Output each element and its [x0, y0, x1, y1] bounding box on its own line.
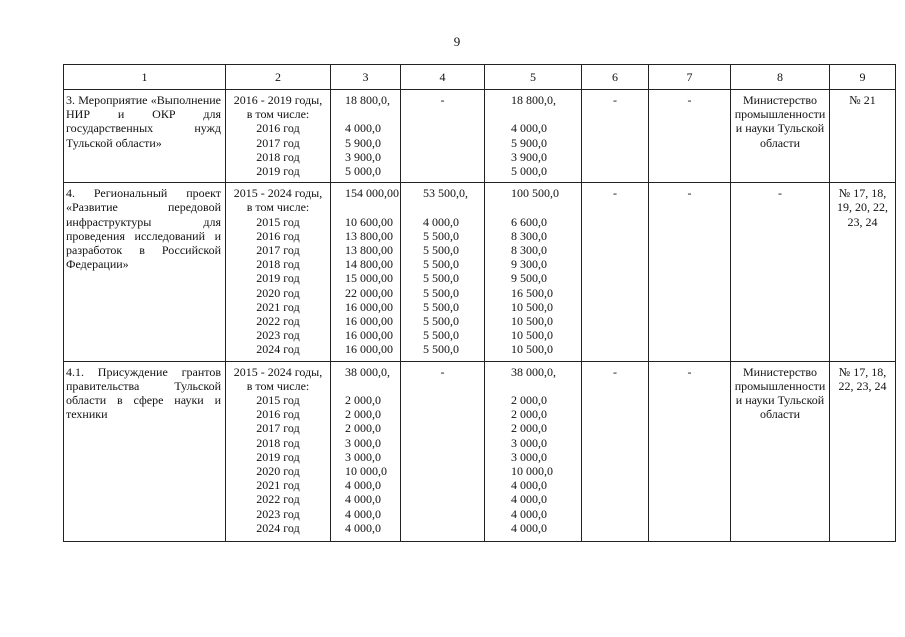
period-line: 2020 год [256, 285, 300, 300]
column-header: 4 [401, 65, 485, 90]
period-line: 2017 год [256, 421, 300, 436]
period-line: 2018 год [256, 257, 300, 272]
period-line: 2018 год [256, 435, 300, 450]
value-line: 4 000,0 [345, 478, 381, 493]
value-line: 5 500,0 [423, 243, 459, 258]
value-line: 16 000,00 [345, 342, 393, 357]
value-line: 10 500,0 [511, 328, 553, 343]
value-line: 5 500,0 [423, 257, 459, 272]
total-funding-cell [331, 361, 401, 541]
period-line: 2021 год [256, 299, 300, 314]
value-line: 16 000,00 [345, 299, 393, 314]
value-line: 8 300,0 [511, 228, 547, 243]
total-funding-cell [331, 183, 401, 361]
value-line: 13 800,00 [345, 243, 393, 258]
value-line: 2 000,0 [345, 421, 381, 436]
value-line: 14 800,00 [345, 257, 393, 272]
value-line [345, 379, 400, 393]
value-line [345, 200, 400, 214]
value-line: 53 500,0, [423, 186, 468, 201]
value-line [511, 200, 581, 214]
value-line: 5 500,0 [423, 342, 459, 357]
federal-funding-cell [401, 361, 485, 541]
period-line: в том числе: [246, 107, 310, 122]
value-line: 4 000,0 [511, 121, 547, 136]
value-line: 5 500,0 [423, 285, 459, 300]
value-line: 3 000,0 [511, 435, 547, 450]
value-line: 3 000,0 [345, 435, 381, 450]
value-line: 5 500,0 [423, 328, 459, 343]
value-line: 8 300,0 [511, 243, 547, 258]
value-line: 154 000,00 [345, 186, 399, 201]
responsible-executor-cell: - [731, 183, 830, 361]
value-line: 15 000,00 [345, 271, 393, 286]
value-line [345, 107, 400, 121]
period-line: 2023 год [256, 328, 300, 343]
period-line: 2016 год [256, 407, 300, 422]
period-cell [226, 90, 331, 183]
value-line: 2 000,0 [511, 407, 547, 422]
total-funding-cell [331, 90, 401, 183]
value-line: 10 000,0 [511, 464, 553, 479]
indicator-numbers-cell: № 21 [830, 90, 896, 183]
indicator-numbers-cell: № 17, 18, 22, 23, 24 [830, 361, 896, 541]
federal-funding-cell [401, 90, 485, 183]
period-cell [226, 183, 331, 361]
value-line: 6 600,0 [511, 214, 547, 229]
column6-cell: - [582, 361, 649, 541]
value-line: 5 000,0 [345, 164, 381, 178]
table-row [64, 361, 896, 541]
value-line: 16 000,00 [345, 328, 393, 343]
value-line: 4 000,0 [345, 506, 381, 521]
column-header: 9 [830, 65, 896, 90]
federal-funding-cell [401, 183, 485, 361]
header-row [64, 65, 896, 90]
value-line: 10 600,00 [345, 214, 393, 229]
value-line: 3 000,0 [511, 449, 547, 464]
period-line: 2019 год [256, 449, 300, 464]
value-line: 3 900,0 [345, 149, 381, 164]
responsible-executor-cell: Министерство промышленности и науки Тульской области [731, 90, 830, 183]
page-number: 9 [453, 34, 461, 49]
table-row [64, 183, 896, 361]
value-line: 4 000,0 [511, 520, 547, 535]
period-line: 2016 год [256, 121, 300, 136]
column6-cell: - [582, 183, 649, 361]
value-line: - [440, 364, 445, 379]
period-line: 2016 год [256, 228, 300, 243]
value-line: 2 000,0 [511, 421, 547, 436]
value-line: 5 000,0 [511, 164, 547, 178]
period-line: 2016 - 2019 годы, [233, 93, 323, 107]
column-header: 2 [226, 65, 331, 90]
period-line: 2015 - 2024 годы, [233, 364, 323, 379]
value-line: 5 900,0 [345, 135, 381, 150]
value-line [511, 107, 581, 121]
value-line: 4 000,0 [511, 492, 547, 507]
value-line [423, 200, 484, 214]
value-line: 2 000,0 [345, 407, 381, 422]
column-header: 6 [582, 65, 649, 90]
value-line: 10 500,0 [511, 314, 553, 329]
period-line: в том числе: [246, 378, 310, 393]
column-header: 8 [731, 65, 830, 90]
period-line: 2019 год [256, 164, 300, 179]
value-line: 13 800,00 [345, 228, 393, 243]
value-line: 9 300,0 [511, 257, 547, 272]
value-line: 18 800,0, [511, 93, 556, 107]
value-line: 3 900,0 [511, 149, 547, 164]
value-line: 4 000,0 [345, 520, 381, 535]
value-line: 2 000,0 [511, 393, 547, 408]
period-line: 2017 год [256, 135, 300, 150]
value-line: 5 500,0 [423, 228, 459, 243]
period-line: 2017 год [256, 243, 300, 258]
value-line: 18 800,0, [345, 93, 390, 107]
period-line: 2024 год [256, 342, 300, 357]
value-line: 5 500,0 [423, 271, 459, 286]
period-cell [226, 361, 331, 541]
value-line: 22 000,00 [345, 285, 393, 300]
period-line: 2022 год [256, 492, 300, 507]
value-line: 10 000,0 [345, 464, 387, 479]
period-line: 2021 год [256, 478, 300, 493]
column-header: 5 [485, 65, 582, 90]
activity-name-cell: 4.1. Присуждение грантов правительства Тульской области в сфере науки и техники [64, 361, 226, 541]
value-line: 38 000,0, [511, 364, 556, 379]
period-line: 2020 год [256, 464, 300, 479]
column7-cell: - [649, 183, 731, 361]
period-line: 2015 год [256, 393, 300, 408]
value-line: 3 000,0 [345, 449, 381, 464]
value-line: 2 000,0 [345, 393, 381, 408]
regional-funding-cell [485, 361, 582, 541]
value-line: 16 500,0 [511, 285, 553, 300]
column7-cell: - [649, 90, 731, 183]
value-line: 4 000,0 [511, 506, 547, 521]
value-line: 5 500,0 [423, 314, 459, 329]
period-line: 2022 год [256, 314, 300, 329]
value-line: 5 500,0 [423, 299, 459, 314]
column7-cell: - [649, 361, 731, 541]
value-line: 10 500,0 [511, 299, 553, 314]
period-line: 2015 - 2024 годы, [233, 186, 323, 201]
value-line: 9 500,0 [511, 271, 547, 286]
column-header: 1 [64, 65, 226, 90]
column6-cell: - [582, 90, 649, 183]
column-header: 3 [331, 65, 401, 90]
period-line: 2019 год [256, 271, 300, 286]
period-line: в том числе: [246, 200, 310, 215]
period-line: 2015 год [256, 214, 300, 229]
program-table [63, 64, 896, 542]
value-line: 10 500,0 [511, 342, 553, 357]
value-line: 4 000,0 [345, 492, 381, 507]
value-line [511, 379, 581, 393]
value-line: 5 900,0 [511, 135, 547, 150]
value-line: 100 500,0 [511, 186, 559, 201]
table-body [64, 90, 896, 542]
value-line: 4 000,0 [423, 214, 459, 229]
value-line: - [440, 93, 445, 107]
period-line: 2023 год [256, 506, 300, 521]
value-line: 4 000,0 [511, 478, 547, 493]
period-line: 2024 год [256, 520, 300, 535]
indicator-numbers-cell: № 17, 18, 19, 20, 22, 23, 24 [830, 183, 896, 361]
value-line: 16 000,00 [345, 314, 393, 329]
value-line: 38 000,0, [345, 364, 390, 379]
responsible-executor-cell: Министерство промышленности и науки Тульской области [731, 361, 830, 541]
regional-funding-cell [485, 90, 582, 183]
regional-funding-cell [485, 183, 582, 361]
activity-name-cell: 4. Региональный проект «Развитие передовой инфраструктуры для проведения исследований и разработок в Российской Федерации» [64, 183, 226, 361]
value-line: 4 000,0 [345, 121, 381, 136]
table-row [64, 90, 896, 183]
period-line: 2018 год [256, 149, 300, 164]
column-header: 7 [649, 65, 731, 90]
activity-name-cell: 3. Мероприятие «Выполнение НИР и ОКР для государственных нужд Тульской области» [64, 90, 226, 183]
